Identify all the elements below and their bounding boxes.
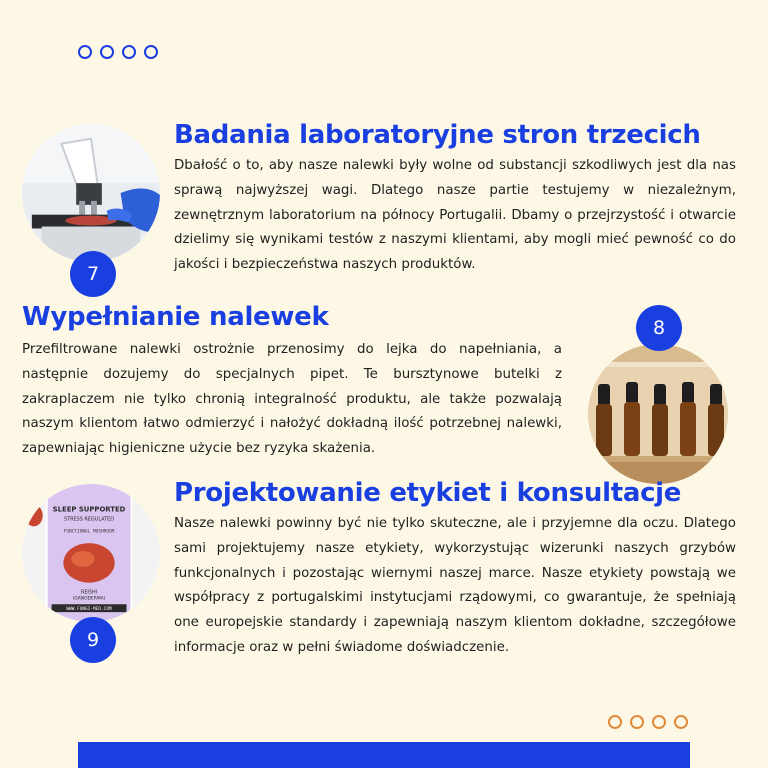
- section-title: Badania laboratoryjne stron trzecich: [174, 120, 701, 150]
- section-title: Projektowanie etykiet i konsultacje: [174, 478, 682, 508]
- section-filling: [22, 302, 562, 462]
- svg-text:STRESS REGULATED: STRESS REGULATED: [64, 516, 115, 523]
- section-title: Wypełnianie nalewek: [22, 302, 329, 332]
- svg-text:REISHI: REISHI: [80, 589, 98, 596]
- step-number-badge: 8: [636, 305, 682, 351]
- footer-bar: [78, 742, 690, 768]
- label-design-image: [22, 484, 160, 622]
- section-label-design: [174, 478, 736, 661]
- dot-icon: [674, 715, 688, 729]
- svg-text:FUNCTIONAL MUSHROOM: FUNCTIONAL MUSHROOM: [63, 529, 115, 535]
- svg-text:(GANODERMA): (GANODERMA): [72, 596, 106, 602]
- dot-icon: [608, 715, 622, 729]
- step-number-badge: 7: [70, 251, 116, 297]
- dot-icon: [144, 45, 158, 59]
- section-lab-testing: [174, 120, 736, 278]
- decorative-dots-top: [78, 45, 158, 59]
- dot-icon: [122, 45, 136, 59]
- svg-text:SLEEP SUPPORTED: SLEEP SUPPORTED: [52, 505, 126, 514]
- dot-icon: [630, 715, 644, 729]
- dot-icon: [100, 45, 114, 59]
- section-body: Dbałość o to, aby nasze nalewki były wolne od substancji szkodliwych jest dla nas sprawą najwyższej wagi. Dlatego nasze partie testujemy w niezależnym, zewnętrznym laboratorium na północy Portugalii. Dbamy o przejrzystość i otwarcie dzielimy się wynikami testów z naszymi klientami, aby mogli mieć pewność co do jakości i bezpieczeństwa naszych produktów.: [174, 158, 736, 273]
- decorative-dots-bottom: [608, 715, 688, 729]
- dot-icon: [652, 715, 666, 729]
- section-body: Nasze nalewki powinny być nie tylko skuteczne, ale i przyjemne dla oczu. Dlatego sami projektujemy nasze etykiety, wykorzystując wizerunki naszych grzybów funkcjonalnych i pozostając wiernymi naszej marce. Nasze etykiety powstają we współpracy z portugalskimi instytucjami rządowymi, co gwarantuje, że spełniają one europejskie standardy i zapewniają naszym klientom dokładne, szczegółowe informacje oraz w pełni świadome doświadczenie.: [174, 516, 736, 655]
- dot-icon: [78, 45, 92, 59]
- amber-bottles-image: [588, 344, 728, 484]
- svg-text:WWW.FUNGI-MED.COM: WWW.FUNGI-MED.COM: [66, 607, 112, 613]
- microscope-image: [22, 124, 160, 262]
- step-number-badge: 9: [70, 617, 116, 663]
- section-body: Przefiltrowane nalewki ostrożnie przenosimy do lejka do napełniania, a następnie dozujemy do specjalnych pipet. Te bursztynowe butelki z zakraplaczem nie tylko chronią integralność produktu, ale także pozwalają naszym klientom łatwo odmierzyć i nałożyć dokładną ilość potrzebnej nalewki, zapewniając higieniczne użycie bez ryzyka skażenia.: [22, 342, 562, 457]
